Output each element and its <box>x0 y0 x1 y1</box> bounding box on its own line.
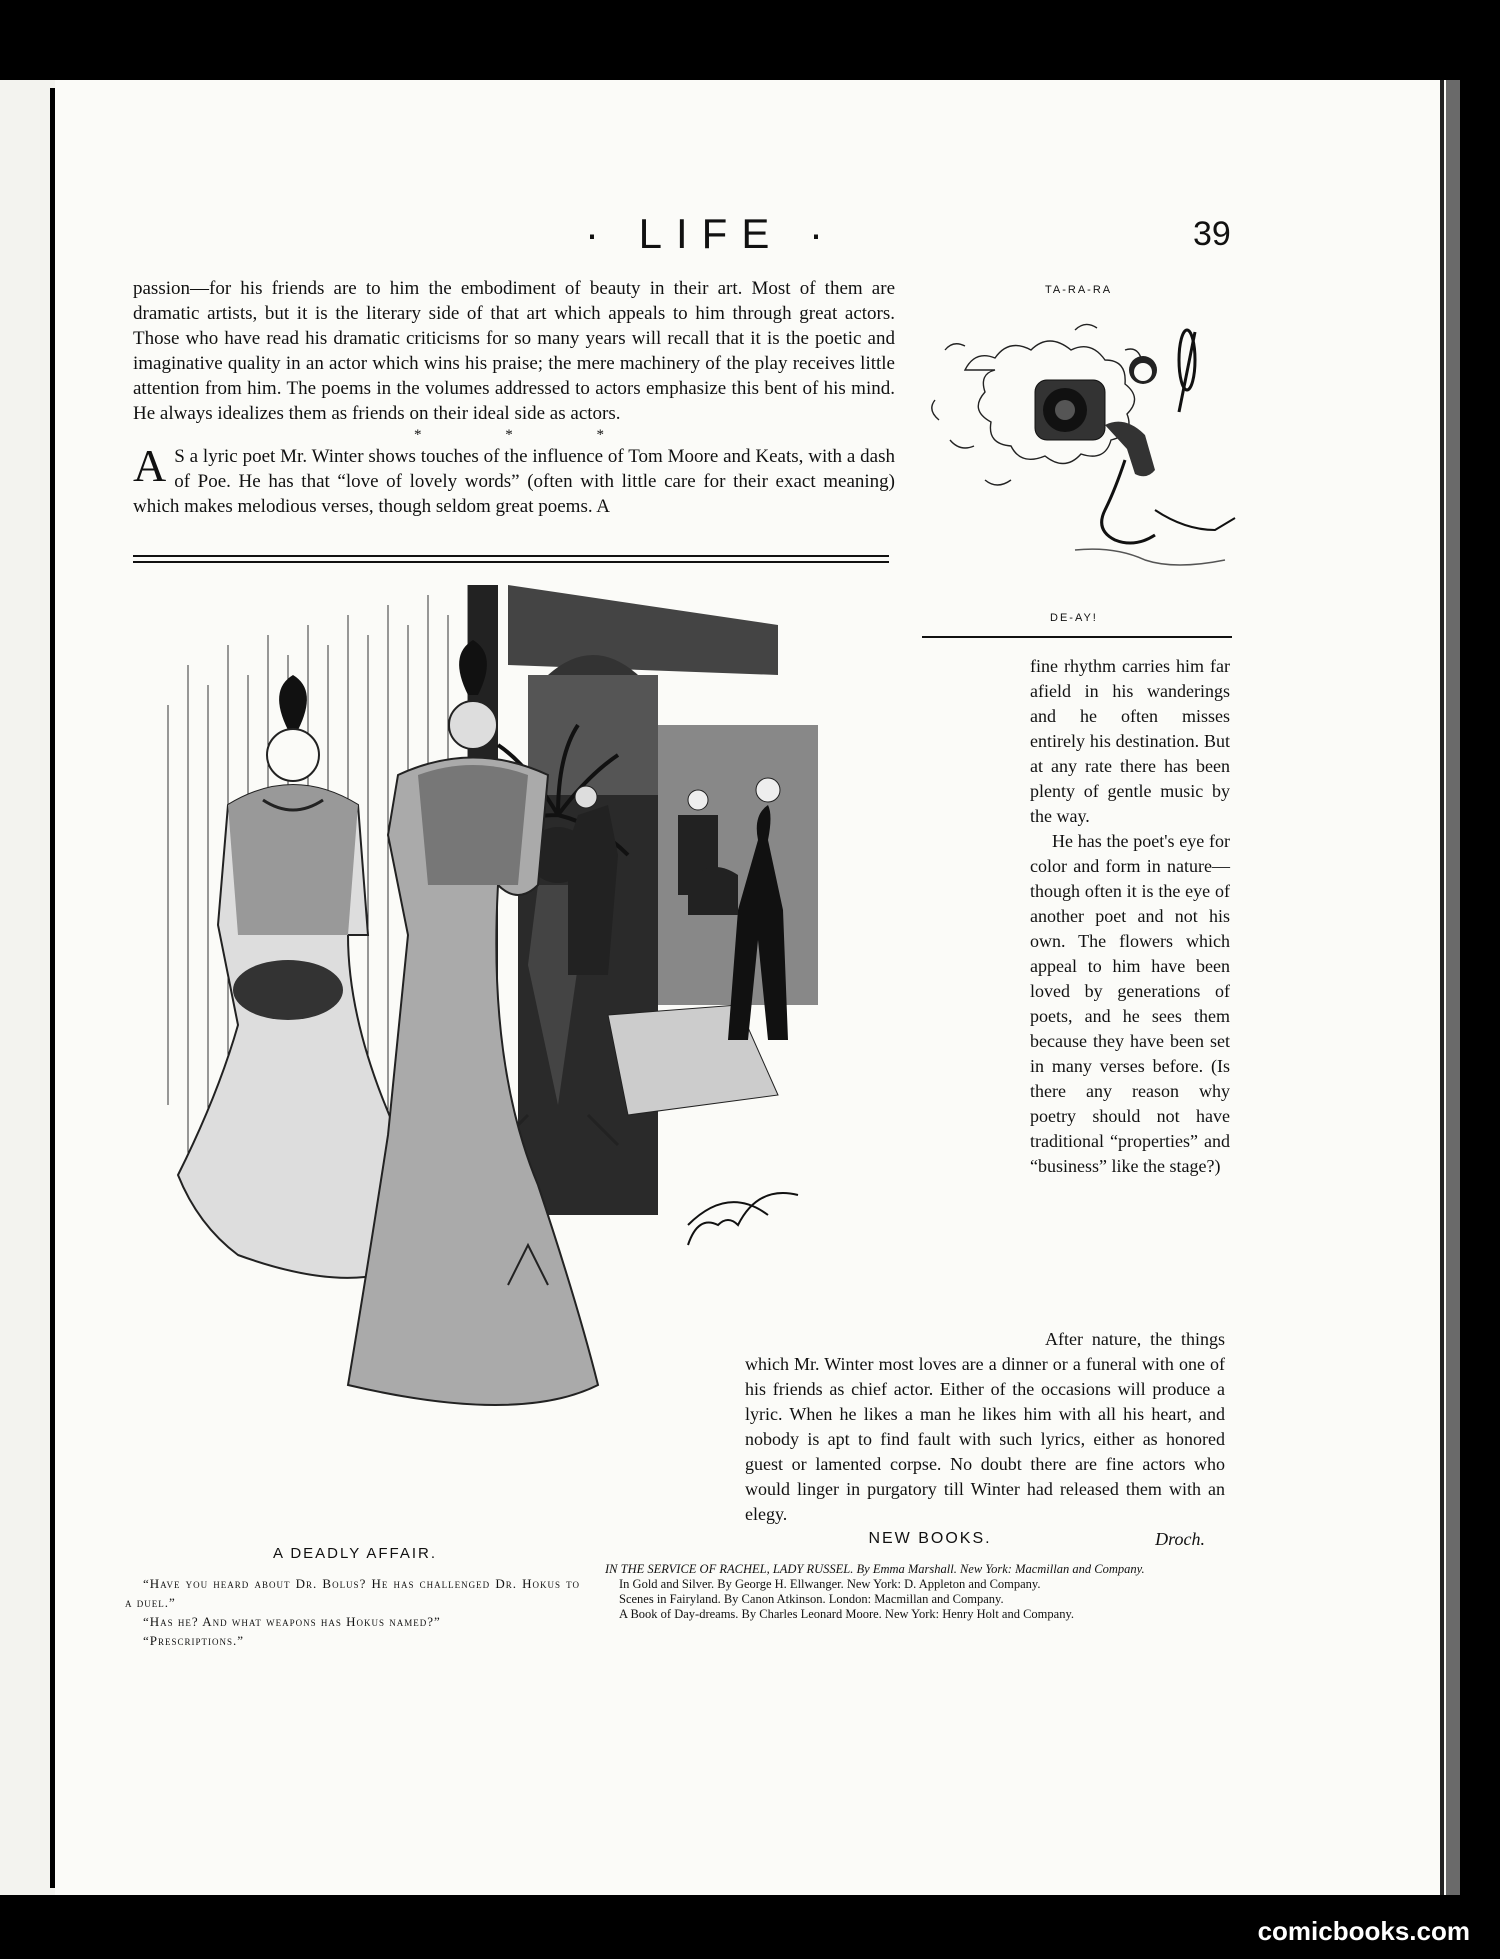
new-books-title: NEW BOOKS. <box>868 1530 992 1547</box>
article-paragraph-text: S a lyric poet Mr. Winter shows touches of the influence of Tom Moore and Keats, with a dash of Poe. He has that “love of lovely words” (often with little care for their exact meaning) which makes melodious verses, though seldom great poems. A <box>133 446 895 517</box>
article-paragraph: fine rhythm carries him far afield in his wanderings and he often misses entirely his destination. But at any rate there has been plenty of gentle music by the way. <box>1030 656 1230 826</box>
article-paragraph: He has the poet's eye for color and form in nature—though often it is the eye of another poet and not his own. The flowers which appeal to him have been loved by generations of poets, and he sees them because they have been set in many verses before. (Is there any reason why poetry should not have traditional “properties” and “business” like the stage?) <box>1030 831 1230 1176</box>
joke-title: A DEADLY AFFAIR. <box>273 1545 437 1562</box>
book-entry: In Gold and Silver. By George H. Ellwanger. New York: D. Appleton and Company. <box>619 1577 1041 1591</box>
cartoon-illustration <box>925 310 1270 600</box>
double-rule <box>133 555 889 563</box>
article-top-column <box>133 276 895 519</box>
article-bottom-column <box>745 1327 1225 1552</box>
joke-text <box>125 1574 580 1650</box>
page-stack-edge <box>1446 80 1460 1895</box>
article-paragraph: passion—for his friends are to him the embodiment of beauty in their art. Most of them are dramatic artists, but it is the literary side of that art which appeals to him through great actors. Those who have read his dramatic criticisms for so many years will recall that it is the poetic and imaginative quality in an actor which wins his praise; the mere machinery of the play receives little attention from him. The poems in the volumes addressed to actors emphasize this bent of his mind. He always idealizes them as friends on their ideal side as actors. <box>133 278 895 424</box>
cartoon-caption-top: TA-RA-RA <box>1045 284 1113 296</box>
book-entry: Scenes in Fairyland. By Canon Atkinson. London: Macmillan and Company. <box>619 1592 1004 1606</box>
joke-line: “Has he? And what weapons has Hokus named?” <box>143 1614 441 1629</box>
article-paragraph <box>133 440 895 519</box>
cartoon-caption-bottom: DE-AY! <box>1050 612 1098 624</box>
author-signature: Droch. <box>1155 1529 1205 1549</box>
article-paragraph: After nature, the things which Mr. Winter most loves are a dinner or a funeral with one of his friends as chief actor. Either of the occasions will produce a lyric. When he likes a man he likes him with all his heart, and nobody is apt to find fault with such lyrics, either as honored guest or lamented corpse. No doubt there are fine actors who would linger in purgatory till Winter had released them with an elegy. <box>745 1329 1225 1524</box>
book-entry: A Book of Day-dreams. By Charles Leonard Moore. New York: Henry Holt and Company. <box>619 1607 1075 1621</box>
page-edge-shadow <box>1440 80 1444 1895</box>
book-entry: IN THE SERVICE OF RACHEL, LADY RUSSEL. By Emma Marshall. New York: Macmillan and Company. <box>605 1562 1145 1576</box>
joke-line: “Prescriptions.” <box>143 1633 245 1648</box>
section-separator: * * * <box>414 427 644 443</box>
article-right-column <box>1030 654 1230 1179</box>
page-number: 39 <box>1193 215 1231 253</box>
new-books-list <box>605 1562 1225 1622</box>
magazine-title: · LIFE · <box>585 210 838 257</box>
left-page-edge <box>0 80 55 1895</box>
drop-cap: A <box>133 440 167 491</box>
joke-line: “Have you heard about Dr. Bolus? He has challenged Dr. Hokus to a duel.” <box>125 1576 580 1610</box>
watermark: comicbooks.com <box>1257 1916 1470 1946</box>
